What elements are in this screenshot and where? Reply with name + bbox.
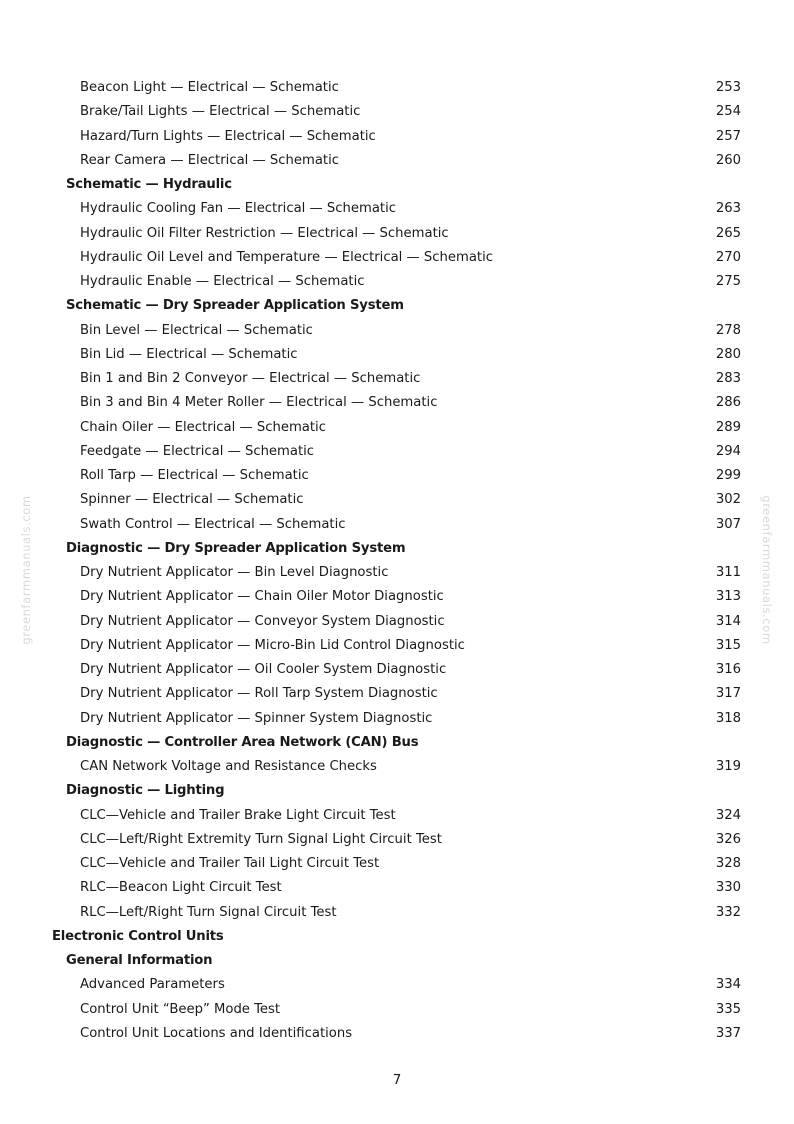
toc-heading <box>0 925 794 949</box>
toc-entry[interactable] <box>0 343 794 367</box>
toc-entry-title: RLC—Beacon Light Circuit Test <box>80 880 282 896</box>
toc-entry[interactable] <box>0 222 794 246</box>
toc-entry-title: Dry Nutrient Applicator — Roll Tarp System Diagnostic <box>80 686 438 702</box>
toc-entry-title: Hydraulic Cooling Fan — Electrical — Schematic <box>80 201 396 217</box>
toc-entry-page: 324 <box>715 807 741 823</box>
toc-entry-page: 314 <box>715 613 741 629</box>
toc-entry-page: 328 <box>715 856 741 871</box>
toc-entry[interactable] <box>0 391 794 415</box>
toc-entry-title: Roll Tarp — Electrical — Schematic <box>80 468 309 483</box>
toc-entry-page: 263 <box>715 201 741 217</box>
toc-entry-title: Brake/Tail Lights — Electrical — Schematic <box>80 104 361 120</box>
toc-entry[interactable] <box>0 464 794 488</box>
toc-entry-page: 254 <box>715 104 741 120</box>
toc-entry-title: Dry Nutrient Applicator — Bin Level Diagnostic <box>80 565 389 580</box>
toc-entry[interactable] <box>0 682 794 706</box>
toc-entry-title: Diagnostic — Dry Spreader Application System <box>66 540 406 556</box>
toc-entry[interactable] <box>0 246 794 270</box>
toc-entry[interactable] <box>0 197 794 221</box>
toc-entry[interactable] <box>0 488 794 512</box>
toc-entry-page: 286 <box>715 395 741 411</box>
toc-entry-title: Schematic — Dry Spreader Application System <box>66 298 404 314</box>
toc-entry-title: Control Unit “Beep” Mode Test <box>80 1001 281 1017</box>
toc-entry-page: 283 <box>715 371 741 386</box>
toc-entry-page: 319 <box>715 759 741 774</box>
toc-entry-title: Bin Lid — Electrical — Schematic <box>80 346 298 362</box>
toc-entry[interactable] <box>0 125 794 149</box>
toc-heading <box>0 949 794 973</box>
toc-entry-page: 318 <box>715 710 741 726</box>
toc-entry-page: 289 <box>715 419 741 435</box>
toc-heading <box>0 173 794 197</box>
toc-entry-page: 257 <box>715 128 741 144</box>
toc-entry[interactable] <box>0 610 794 634</box>
toc-entry[interactable] <box>0 901 794 925</box>
toc-entry-title: CAN Network Voltage and Resistance Checks <box>80 759 377 774</box>
toc-entry[interactable] <box>0 319 794 343</box>
toc-entry-page: 330 <box>715 880 741 896</box>
watermark-right: greenfarmmanuals.com <box>760 495 774 645</box>
toc-entry[interactable] <box>0 416 794 440</box>
toc-entry-title: Advanced Parameters <box>80 977 225 993</box>
toc-entry-page: 316 <box>715 662 741 677</box>
toc-entry-page: 337 <box>715 1025 741 1041</box>
toc-entry-page: 253 <box>715 80 741 95</box>
toc-entry-title: Beacon Light — Electrical — Schematic <box>80 80 339 95</box>
toc-entry-page: 294 <box>715 443 741 459</box>
toc-entry-page: 299 <box>715 468 741 483</box>
watermark-left: greenfarmmanuals.com <box>19 495 33 645</box>
toc-entry-title: Schematic — Hydraulic <box>66 177 232 192</box>
toc-entry-title: Dry Nutrient Applicator — Chain Oiler Motor Diagnostic <box>80 589 444 605</box>
toc-entry[interactable] <box>0 585 794 609</box>
toc-entry-page: 326 <box>715 831 741 847</box>
toc-entry-title: Bin Level — Electrical — Schematic <box>80 322 313 338</box>
toc-entry-page: 315 <box>715 637 741 653</box>
toc-entry[interactable] <box>0 440 794 464</box>
toc-entry-page: 335 <box>715 1001 741 1017</box>
toc-entry-title: Hydraulic Enable — Electrical — Schematic <box>80 274 365 289</box>
toc-entry-page: 334 <box>715 977 741 993</box>
toc-entry[interactable] <box>0 513 794 537</box>
toc-entry-page: 332 <box>715 904 741 920</box>
toc-heading <box>0 537 794 561</box>
toc-entry[interactable] <box>0 876 794 900</box>
toc-entry[interactable] <box>0 973 794 997</box>
toc-entry[interactable] <box>0 149 794 173</box>
toc-entry[interactable] <box>0 634 794 658</box>
toc-entry[interactable] <box>0 755 794 779</box>
toc-entry-title: RLC—Left/Right Turn Signal Circuit Test <box>80 904 337 920</box>
toc-entry[interactable] <box>0 852 794 876</box>
toc-entry-title: Hydraulic Oil Filter Restriction — Electrical — Schematic <box>80 225 449 241</box>
toc-entry-title: Rear Camera — Electrical — Schematic <box>80 152 339 168</box>
toc-entry-page: 307 <box>715 516 741 532</box>
toc-entry-page: 275 <box>715 274 741 289</box>
toc-entry-title: CLC—Vehicle and Trailer Tail Light Circuit Test <box>80 856 380 871</box>
toc-entry-title: Diagnostic — Lighting <box>66 783 225 799</box>
toc-heading <box>0 294 794 318</box>
toc-entry[interactable] <box>0 828 794 852</box>
toc-entry-title: Bin 3 and Bin 4 Meter Roller — Electrical — Schematic <box>80 395 438 411</box>
toc-entry-title: Dry Nutrient Applicator — Conveyor System Diagnostic <box>80 613 445 629</box>
toc-entry-title: Hazard/Turn Lights — Electrical — Schematic <box>80 128 376 144</box>
toc-entry-page: 280 <box>715 346 741 362</box>
toc-entry-page: 317 <box>715 686 741 702</box>
toc-entry-page: 270 <box>715 249 741 265</box>
table-of-contents <box>0 76 794 1046</box>
toc-entry-title: Swath Control — Electrical — Schematic <box>80 516 346 532</box>
toc-entry[interactable] <box>0 804 794 828</box>
toc-entry[interactable] <box>0 998 794 1022</box>
toc-entry[interactable] <box>0 707 794 731</box>
toc-entry-title: Electronic Control Units <box>52 928 224 944</box>
toc-entry[interactable] <box>0 270 794 294</box>
toc-entry-page: 313 <box>715 589 741 605</box>
page-number: 7 <box>392 1072 402 1088</box>
toc-entry-title: Diagnostic — Controller Area Network (CAN) Bus <box>66 734 419 750</box>
toc-entry[interactable] <box>0 658 794 682</box>
toc-entry[interactable] <box>0 561 794 585</box>
toc-entry-title: Hydraulic Oil Level and Temperature — Electrical — Schematic <box>80 249 494 265</box>
toc-entry-title: General Information <box>66 953 213 968</box>
toc-entry-page: 311 <box>715 565 741 580</box>
toc-entry-title: Spinner — Electrical — Schematic <box>80 492 304 508</box>
toc-entry[interactable] <box>0 100 794 124</box>
toc-entry-title: Feedgate — Electrical — Schematic <box>80 443 315 459</box>
toc-entry-title: Chain Oiler — Electrical — Schematic <box>80 419 326 435</box>
toc-entry-title: Dry Nutrient Applicator — Oil Cooler System Diagnostic <box>80 662 447 677</box>
toc-entry-page: 278 <box>715 322 741 338</box>
toc-entry-title: Dry Nutrient Applicator — Spinner System Diagnostic <box>80 710 433 726</box>
toc-heading <box>0 731 794 755</box>
toc-entry-title: Bin 1 and Bin 2 Conveyor — Electrical — Schematic <box>80 371 421 386</box>
toc-entry-title: CLC—Vehicle and Trailer Brake Light Circuit Test <box>80 807 396 823</box>
toc-entry-title: Control Unit Locations and Identifications <box>80 1025 353 1041</box>
toc-entry-title: Dry Nutrient Applicator — Micro-Bin Lid Control Diagnostic <box>80 637 465 653</box>
toc-entry[interactable] <box>0 76 794 100</box>
toc-entry[interactable] <box>0 1022 794 1046</box>
toc-entry-title: CLC—Left/Right Extremity Turn Signal Light Circuit Test <box>80 831 442 847</box>
toc-entry-page: 302 <box>715 492 741 508</box>
toc-entry-page: 260 <box>715 152 741 168</box>
toc-entry-page: 265 <box>715 225 741 241</box>
toc-heading <box>0 779 794 803</box>
toc-entry[interactable] <box>0 367 794 391</box>
